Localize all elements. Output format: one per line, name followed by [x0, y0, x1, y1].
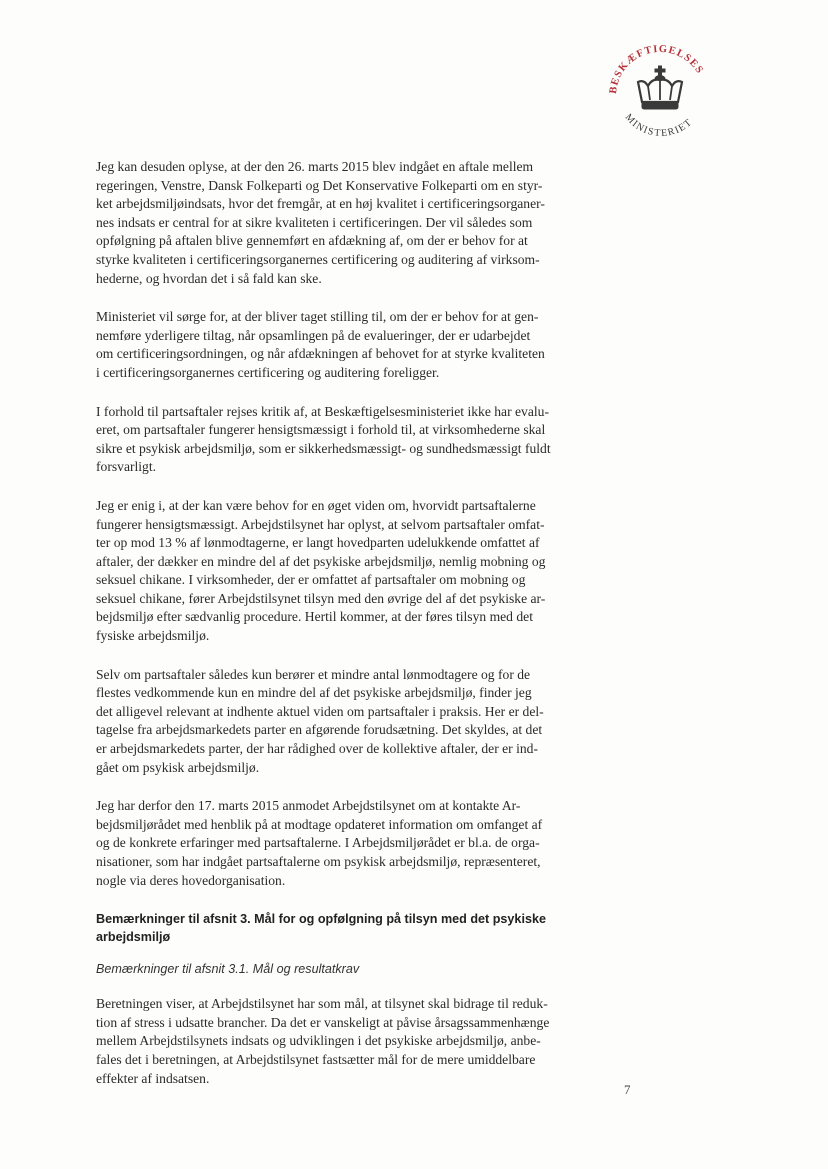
paragraph-beretningen: Beretningen viser, at Arbejdstilsynet har som mål, at tilsynet skal bidrage til reduk- tion af stress i udsatte brancher. Da det er vanskeligt at påvise årsagssammenhænge mellem Arbejdstilsynets indsats og udviklingen i det psykiske arbejdsmiljø, anbe- fales det i beretningen, at Arbejdstilsynet fastsætter mål for de mere umiddelbare effekter af indsatsen.	[96, 996, 550, 1086]
page-number: 7	[624, 1082, 631, 1097]
ministry-logo	[600, 30, 720, 150]
paragraph-request: Jeg har derfor den 17. marts 2015 anmodet Arbejdstilsynet om at kontakte Ar- bejdsmiljørådet med henblik på at modtage opdateret information om omfanget af og de konkrete erfaringer med partsaftalerne. I Arbejdsmiljørådet er bl.a. de orga- nisationer, som har indgået partsaftalerne om psykisk arbejdsmiljø, repræsenteret, nogle via deres hovedorganisation.	[96, 798, 543, 888]
logo-text-top: BESKÆFTIGELSES	[607, 43, 706, 95]
svg-text:MINISTERIET	[623, 112, 695, 139]
paragraph-partsaftaler-criticism: I forhold til partsaftaler rejses kritik af, at Beskæftigelsesministeriet ikke har evalu- eret, om partsaftaler fungerer hensigtsmæssigt i forhold til, at virksomhederne skal sikre et psykisk arbejdsmiljø, som er sikkerhedsmæssigt- og sundhedsmæssigt fuldt forsvarligt.	[96, 403, 551, 475]
paragraph-agree: Jeg er enig i, at der kan være behov for en øget viden om, hvorvidt partsaftalerne fungerer hensigtsmæssigt. Arbejdstilsynet har oplyst, at selvom partsaftaler omfat- ter op mod 13 % af lønmodtagerne, er langt hovedparten udelukkende omfattet af aftaler, der dækker en mindre del af det psykiske arbejdsmiljø, nemlig mobning og seksuel chikane. I virksomheder, der er omfattet af partsaftaler om mobning og seksuel chikane, fører Arbejdstilsynet tilsyn med den øvrige del af det psykiske ar- bejdsmiljø efter sædvanlig procedure. Hertil kommer, at der føres tilsyn med det fysiske arbejdsmiljø.	[96, 497, 546, 644]
logo-text-bottom: MINISTERIET	[622, 112, 695, 140]
crown-icon	[638, 66, 682, 109]
paragraph-ministry: Ministeriet vil sørge for, at der bliver taget stilling til, om der er behov for at gen- nemføre yderligere tiltag, når opsamlingen på de evalueringer, der er udarbejdet om certificeringsordningen, og når afdækningen af behovet for at styrke kvaliteten i certificeringsorganernes certificering og auditering foreligger.	[96, 309, 545, 380]
paragraph-relevance: Selv om partsaftaler således kun berører et mindre antal lønmodtagere og for de flestes vedkommende kun en mindre del af det psykiske arbejdsmiljø, finder jeg det alligevel relevant at indhente aktuel viden om partsaftaler i praksis. Her er del- tagelse fra arbejdsmarkedets parter en afgørende forudsætning. Det skyldes, at det er arbejdsmarkedets parter, der har rådighed over de kollektive aftaler, der er ind- gået om psykisk arbejdsmiljø.	[96, 666, 544, 775]
letter-body	[96, 158, 590, 1108]
section-subheading: Bemærkninger til afsnit 3.1. Mål og resultatkrav	[96, 962, 360, 977]
section-heading: Bemærkninger til afsnit 3. Mål for og opfølgning på tilsyn med det psykiske arbejdsmiljø	[96, 912, 546, 945]
paragraph-agreement: Jeg kan desuden oplyse, at der den 26. marts 2015 blev indgået en aftale mellem regeringen, Venstre, Dansk Folkeparti og Det Konservative Folkeparti om en styr- ket arbejdsmiljøindsats, hvor det fremgår, at en høj kvalitet i certificeringsorganer- nes indsats er central for at sikre kvaliteten i certificeringen. Der vil således som opfølgning på aftalen blive gennemført en afdækning af, om der er behov for at styrke kvaliteten i certificeringsorganernes certificering og auditering af virksom- hederne, og hvordan det i så fald kan ske.	[96, 159, 545, 286]
